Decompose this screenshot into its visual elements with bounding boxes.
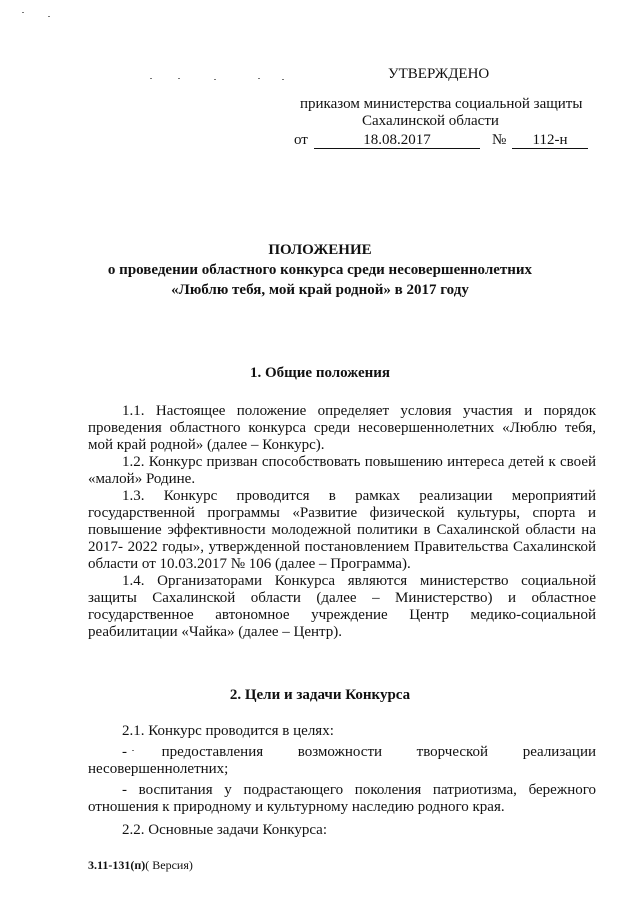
dash-word: творческой [416, 744, 489, 760]
footer-version: ( Версия) [145, 858, 193, 872]
dash-item-2: - воспитания у подрастающего поколения патриотизма, бережного отношения к природному и культурному наследию родного края. [88, 782, 596, 815]
paragraph-2-2: 2.2. Основные задачи Конкурса: [122, 822, 327, 838]
scan-speck [178, 78, 180, 79]
document-subtitle-line1: о проведении областного конкурса среди несовершеннолетних [107, 262, 533, 278]
scan-speck [258, 78, 260, 79]
paragraph-1-2: 1.2. Конкурс призван способствовать повышению интереса детей к своей «малой» Родине. [88, 454, 596, 487]
document-title: ПОЛОЖЕНИЕ [268, 242, 372, 258]
section-2-tasks [88, 822, 596, 839]
dash-word: предоставления [161, 744, 264, 760]
dash-word: реализации [522, 744, 596, 760]
section-1-body [88, 403, 596, 641]
paragraph-1-3: 1.3. Конкурс проводится в рамках реализации мероприятий государственной программы «Развитие физической культуры, спорта и повышение эффективности молодежной политики в Сахалинской области на 2017- 2022 годы», утвержденной постановлением Правительства Сахалинской области от 10.03.2017 № 106 (далее – Программа). [88, 488, 596, 572]
document-subtitle-line2: «Люблю тебя, мой край родной» в 2017 году [171, 282, 469, 298]
approval-date: 18.08.2017 [314, 132, 480, 149]
approval-number: 112-н [512, 132, 588, 149]
dash-word: - [122, 744, 127, 760]
number-prefix: № [492, 132, 507, 148]
scan-speck [22, 12, 24, 13]
approval-region-line: Сахалинской области [362, 113, 499, 129]
paragraph-1-1: 1.1. Настоящее положение определяет условия участия и порядок проведения областного конкурса среди несовершеннолетних «Люблю тебя, мой край родной» (далее – Конкурс). [88, 403, 596, 453]
date-prefix: от [294, 132, 308, 148]
scan-speck [132, 750, 134, 751]
section-2-intro [88, 723, 596, 740]
section-2-heading: 2. Цели и задачи Конкурса [229, 687, 411, 703]
scan-speck [214, 79, 216, 80]
approval-order-line: приказом министерства социальной защиты [300, 96, 583, 112]
scan-speck [150, 78, 152, 79]
dash-word: возможности [297, 744, 383, 760]
footer-code [88, 857, 193, 874]
approval-date-line [294, 132, 594, 152]
scan-speck [282, 79, 284, 80]
dash-item-1-line [88, 744, 596, 761]
paragraph-2-1: 2.1. Конкурс проводится в целях: [122, 723, 334, 739]
paragraph-1-4: 1.4. Организаторами Конкурса являются министерство социальной защиты Сахалинской области (далее – Министерство) и областное государственное автономное учреждение Центр медико-социальной реабилитации «Чайка» (далее – Центр). [88, 573, 596, 640]
scan-speck [48, 16, 50, 17]
dash-item-1-continuation: несовершеннолетних; [88, 761, 229, 777]
section-1-heading: 1. Общие положения [249, 365, 391, 381]
approval-title: УТВЕРЖДЕНО [388, 66, 490, 82]
footer-code-number: 3.11-131(п) [88, 858, 146, 872]
